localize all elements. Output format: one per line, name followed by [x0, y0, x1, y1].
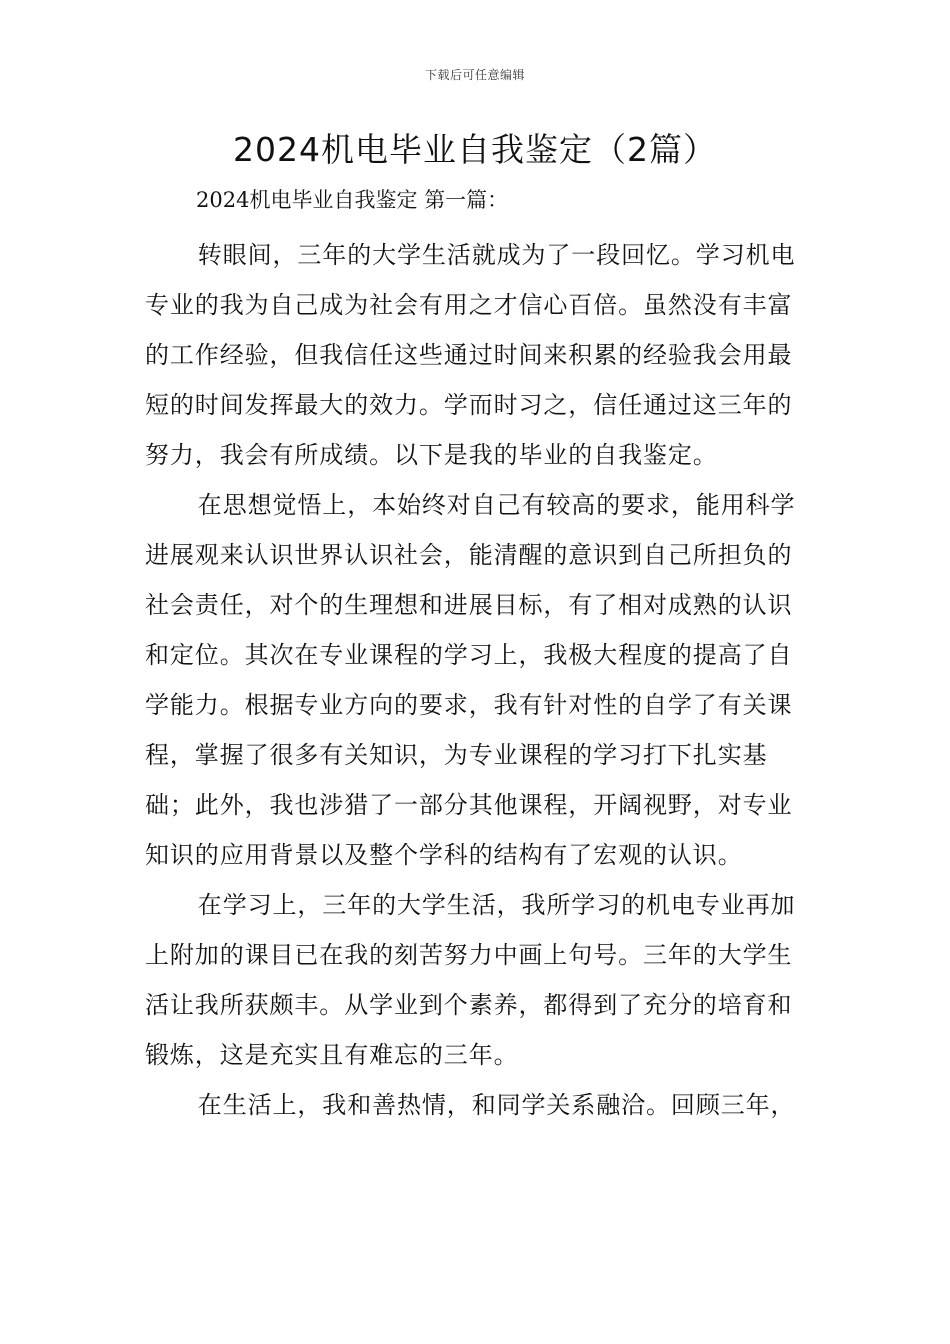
section-heading: 2024机电毕业自我鉴定 第一篇： — [196, 188, 509, 212]
document-body — [145, 230, 811, 1130]
paragraph: 在思想觉悟上，本始终对自己有较高的要求，能用科学进展观来认识世界认识社会，能清醒的意识到自己所担负的社会责任，对个的生理想和进展目标，有了相对成熟的认识和定位。其次在专业课程的学习上，我极大程度的提高了自学能力。根据专业方向的要求，我有针对性的自学了有关课程，掌握了很多有关知识，为专业课程的学习打下扎实基础；此外，我也涉猎了一部分其他课程，开阔视野，对专业知识的应用背景以及整个学科的结构有了宏观的认识。 — [145, 491, 796, 869]
paragraph: 在学习上，三年的大学生活，我所学习的机电专业再加上附加的课目已在我的刻苦努力中画上句号。三年的大学生活让我所获颇丰。从学业到个素养，都得到了充分的培育和锻炼，这是充实且有难忘的三年。 — [145, 891, 796, 1069]
paragraph: 转眼间，三年的大学生活就成为了一段回忆。学习机电专业的我为自己成为社会有用之才信心百倍。虽然没有丰富的工作经验，但我信任这些通过时间来积累的经验我会用最短的时间发挥最大的效力。学而时习之，信任通过这三年的努力，我会有所成绩。以下是我的毕业的自我鉴定。 — [145, 241, 796, 469]
paragraph: 在生活上，我和善热情，和同学关系融洽。回顾三年， — [197, 1091, 796, 1119]
document-title: 2024机电毕业自我鉴定（2篇） — [233, 130, 717, 169]
header-note: 下载后可任意编辑 — [424, 68, 525, 82]
